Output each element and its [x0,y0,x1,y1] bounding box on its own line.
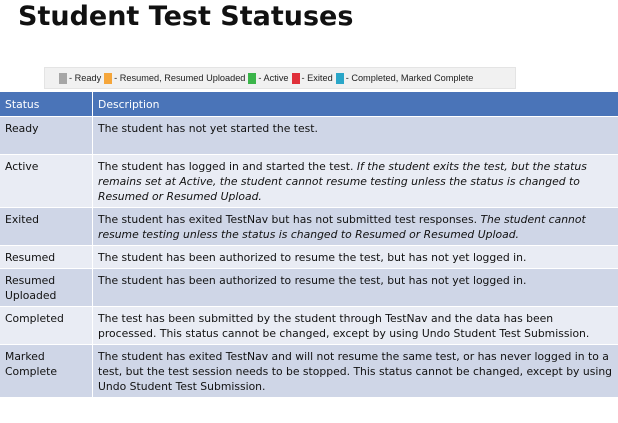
description-note: If the student exits the test, but the status remains set at Active, the student cannot resume testing unless the status is changed to Resumed or Resumed Upload. [98,160,587,203]
status-cell: Marked Complete [0,345,93,398]
description-cell [93,269,618,307]
legend-swatch-ready [59,73,67,84]
description-cell [93,307,618,345]
legend-label-active: - Active [258,73,289,83]
legend-label-completed: - Completed, Marked Complete [345,73,474,83]
description-text: The student has been authorized to resume the test, but has not yet logged in. [98,274,527,287]
legend-label-ready: - Ready [69,73,102,83]
legend-swatch-exited [292,73,300,84]
description-cell [93,345,618,398]
description-text: The student has logged in and started the test. [98,160,357,173]
status-cell: Completed [0,307,93,345]
table-row [0,117,618,155]
status-cell: Resumed [0,246,93,269]
legend-label-resumed: - Resumed, Resumed Uploaded [114,73,246,83]
table-row [0,269,618,307]
description-cell [93,155,618,208]
status-cell: Ready [0,117,93,155]
status-cell: Resumed Uploaded [0,269,93,307]
table-row [0,246,618,269]
legend-swatch-active [248,73,256,84]
description-text: The student has been authorized to resume the test, but has not yet logged in. [98,251,527,264]
description-text: The student has not yet started the test. [98,122,318,135]
header-description: Description [93,92,618,117]
legend-swatch-completed [336,73,344,84]
table-row [0,155,618,208]
header-status: Status [0,92,93,117]
legend-label-exited: - Exited [301,73,333,83]
table-row [0,208,618,246]
description-note: The student cannot resume testing unless the status is changed to Resumed or Resumed Upload. [98,213,586,241]
status-cell: Active [0,155,93,208]
status-legend [44,67,516,89]
table-row [0,307,618,345]
description-text: The student has exited TestNav and will not resume the same test, or has never logged in to a test, but the test session needs to be stopped. This status cannot be changed, except by using Undo Student Test Submission. [98,350,613,393]
description-cell [93,208,618,246]
description-cell [93,117,618,155]
table-header-row [0,92,618,117]
status-table [0,92,618,397]
description-cell [93,246,618,269]
page-title: Student Test Statuses [18,1,354,32]
description-text: The student has exited TestNav but has not submitted test responses. [98,213,481,226]
status-cell: Exited [0,208,93,246]
table-row [0,345,618,398]
legend-swatch-resumed [104,73,112,84]
description-text: The test has been submitted by the student through TestNav and the data has been processed. This status cannot be changed, except by using Undo Student Test Submission. [98,312,590,340]
